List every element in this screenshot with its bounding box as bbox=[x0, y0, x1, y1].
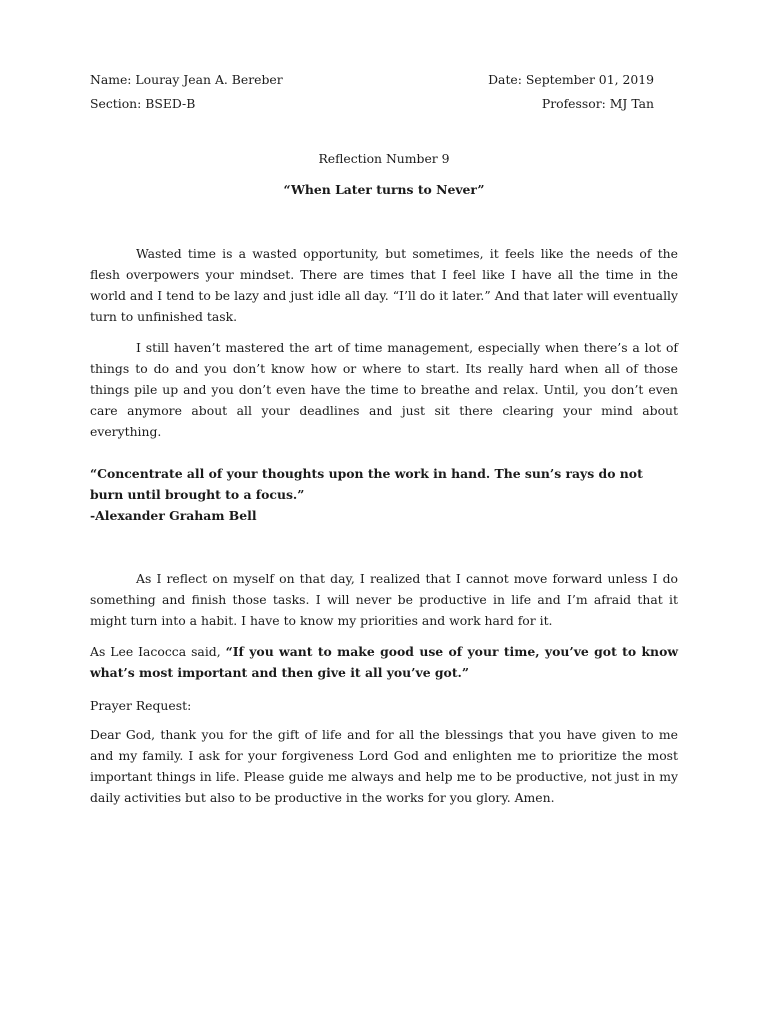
quote-bell-author: -Alexander Graham Bell bbox=[90, 508, 257, 523]
quote-bell: “Concentrate all of your thoughts upon the work in hand. The sun’s rays do not burn until brought to a focus.” bbox=[90, 466, 643, 502]
iacocca-intro: As Lee Iacocca said, bbox=[90, 644, 226, 659]
submission-date: Date: September 01, 2019 bbox=[488, 72, 654, 87]
header-row-2 bbox=[90, 96, 654, 112]
prayer-label: Prayer Request: bbox=[90, 698, 192, 713]
iacocca-quote: “If you want to make good use of your time, you’ve got to know what’s most important and then give it all you’ve got.” bbox=[90, 644, 678, 680]
reflection-number: Reflection Number 9 bbox=[318, 151, 450, 166]
header-row-1 bbox=[90, 72, 654, 88]
paragraph-iacocca bbox=[90, 641, 678, 683]
professor-name: Professor: MJ Tan bbox=[541, 96, 654, 111]
student-name: Name: Louray Jean A. Bereber bbox=[90, 72, 283, 87]
prayer-paragraph: Dear God, thank you for the gift of life and for all the blessings that you have given to me and my family. I ask for your forgiveness Lord God and enlighten me to prioritize the most important things in life. Please guide me always and help me to be productive, not just in my daily activities but also to be productive in the works for you glory. Amen. bbox=[90, 727, 678, 805]
paragraph-1: Wasted time is a wasted opportunity, but sometimes, it feels like the needs of the flesh overpowers your mindset. There are times that I feel like I have all the time in the world and I tend to be lazy and just idle all day. “I’ll do it later.” And that later will eventually turn to unfinished task. bbox=[90, 246, 678, 324]
paragraph-2: I still haven’t mastered the art of time management, especially when there’s a lot of things to do and you don’t know how or where to start. Its really hard when all of those things pile up and you don’t even have the time to breathe and relax. Until, you don’t even care anymore about all your deadlines and just sit there clearing your mind about everything. bbox=[90, 340, 678, 439]
student-section: Section: BSED-B bbox=[90, 96, 196, 111]
paragraph-3: As I reflect on myself on that day, I realized that I cannot move forward unless I do something and finish those tasks. I will never be productive in life and I’m afraid that it might turn into a habit. I have to know my priorities and work hard for it. bbox=[90, 571, 678, 628]
essay-title: “When Later turns to Never” bbox=[283, 182, 485, 197]
